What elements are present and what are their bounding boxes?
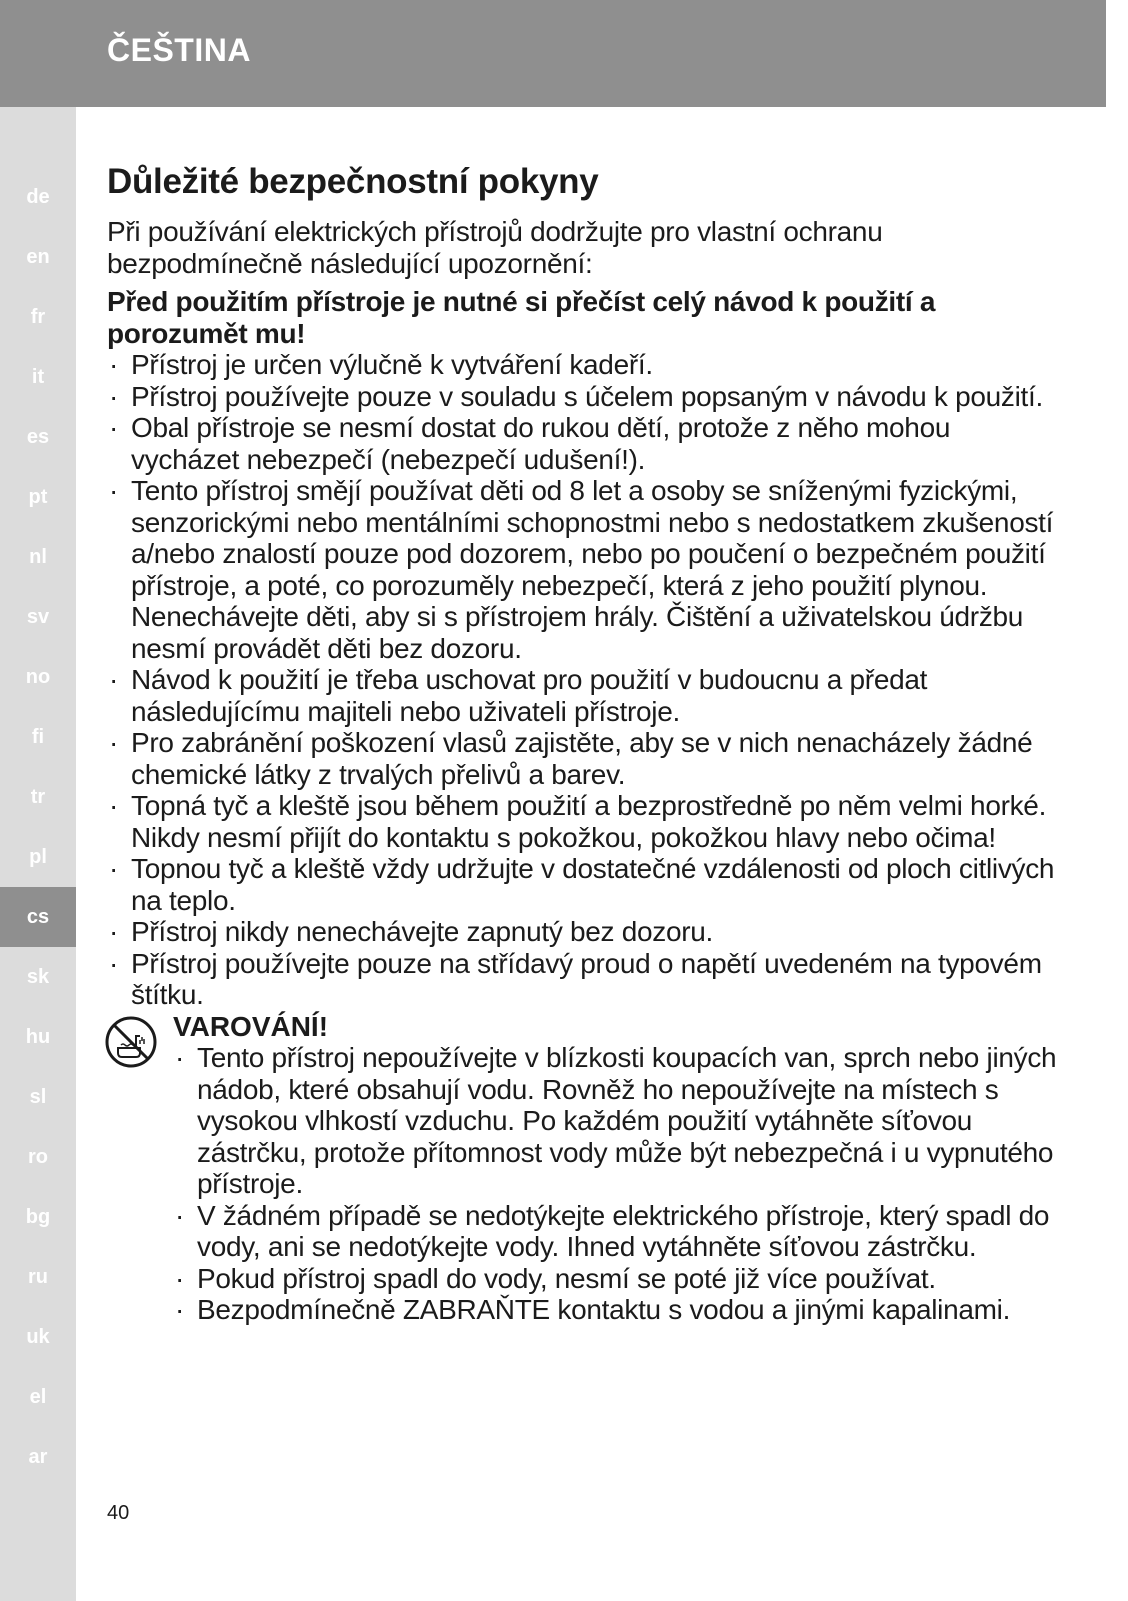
list-item: · V žádném případě se nedotýkejte elektrického přístroje, který spadl do vody, ani se nedotýkejte vody. Ihned vytáhněte síťovou zástrčku. [173, 1200, 1057, 1263]
list-item: · Přístroj je určen výlučně k vytváření kadeří. [107, 349, 1057, 381]
lang-tab-en[interactable]: en [26, 246, 50, 268]
lang-tab-hu[interactable]: hu [25, 1026, 51, 1048]
lang-tab-pt[interactable]: pt [28, 486, 48, 508]
lang-tab-nl[interactable]: nl [29, 546, 47, 568]
list-item: · Topná tyč a kleště jsou během použití a bezprostředně po něm velmi horké. Nikdy nesmí přijít do kontaktu s pokožkou, pokožkou hlavy nebo očima! [107, 790, 1057, 853]
list-item: · Obal přístroje se nesmí dostat do rukou dětí, protože z něho mohou vycházet nebezpečí (nebezpečí udušení!). [107, 412, 1057, 475]
intro-text: Při používání elektrických přístrojů dodržujte pro vlastní ochranu bezpodmínečně následující upozornění: [107, 216, 883, 279]
list-item: · Pro zabránění poškození vlasů zajistěte, aby se v nich nenacházely žádné chemické látky z trvalých přelivů a barev. [107, 727, 1057, 790]
lang-tab-it[interactable]: it [31, 366, 45, 388]
read-manual-notice: Před použitím přístroje je nutné si přečíst celý návod k použití a porozumět mu! [107, 286, 936, 349]
lang-tab-sk[interactable]: sk [26, 966, 50, 988]
lang-tab-fr[interactable]: fr [30, 306, 46, 328]
lang-tab-es[interactable]: es [26, 426, 50, 448]
list-item: · Pokud přístroj spadl do vody, nesmí se poté již více používat. [173, 1263, 1057, 1295]
lang-tab-de[interactable]: de [26, 186, 50, 208]
lang-tab-el[interactable]: el [29, 1386, 47, 1408]
lang-tab-ru[interactable]: ru [28, 1266, 48, 1288]
section-title: Důležité bezpečnostní pokyny [107, 162, 599, 201]
lang-tab-no[interactable]: no [25, 666, 51, 688]
header-bar [0, 0, 1106, 107]
lang-tab-bg[interactable]: bg [25, 1206, 51, 1228]
list-item: · Přístroj používejte pouze na střídavý proud o napětí uvedeném na typovém štítku. [107, 948, 1057, 1011]
lang-tab-ro[interactable]: ro [28, 1146, 48, 1168]
language-sidebar [0, 107, 76, 1601]
list-item: · Tento přístroj nepoužívejte v blízkosti koupacích van, sprch nebo jiných nádob, které obsahují vodu. Rovněž ho nepoužívejte na místech s vysokou vlhkostí vzduchu. Po každém použití vytáhněte síťovou zástrčku, protože přítomnost vody může být nebezpečná i u vypnutého přístroje. [173, 1042, 1057, 1200]
lang-tab-sv[interactable]: sv [26, 606, 50, 628]
lang-tab-ar[interactable]: ar [28, 1446, 48, 1468]
language-title: ČEŠTINA [107, 32, 251, 68]
no-water-icon [104, 1015, 158, 1069]
warning-title: VAROVÁNÍ! [173, 1010, 329, 1042]
lang-tab-pl[interactable]: pl [29, 846, 47, 868]
list-item: · Tento přístroj smějí používat děti od 8 let a osoby se sníženými fyzickými, senzorickými nebo mentálními schopnostmi nebo s nedostatkem zkušeností a/nebo znalostí pouze pod dozorem, nebo po poučení o bezpečném použití přístroje, a poté, co porozuměly nebezpečí, která z jeho použití plynou. Nenechávejte děti, aby si s přístrojem hrály. Čištění a uživatelskou údržbu nesmí provádět děti bez dozoru. [107, 475, 1057, 664]
main-content [107, 160, 1057, 1326]
lang-tab-uk[interactable]: uk [26, 1326, 50, 1348]
list-item: · Topnou tyč a kleště vždy udržujte v dostatečné vzdálenosti od ploch citlivých na teplo. [107, 853, 1057, 916]
page-number: 40 [107, 1502, 130, 1524]
list-item: · Návod k použití je třeba uschovat pro použití v budoucnu a předat následujícímu majiteli nebo uživateli přístroje. [107, 664, 1057, 727]
warning-block [107, 1011, 1057, 1326]
list-item: · Bezpodmínečně ZABRAŇTE kontaktu s vodou a jinými kapalinami. [173, 1294, 1057, 1326]
page-edge [1106, 0, 1128, 1601]
lang-tab-sl[interactable]: sl [29, 1086, 47, 1108]
list-item: · Přístroj nikdy nenechávejte zapnutý bez dozoru. [107, 916, 1057, 948]
lang-tab-cs-active[interactable]: cs [0, 887, 76, 947]
lang-tab-fi[interactable]: fi [31, 726, 45, 748]
list-item: · Přístroj používejte pouze v souladu s účelem popsaným v návodu k použití. [107, 381, 1057, 413]
lang-tab-tr[interactable]: tr [30, 786, 46, 808]
safety-list [107, 349, 1057, 1011]
warning-list [173, 1042, 1057, 1326]
